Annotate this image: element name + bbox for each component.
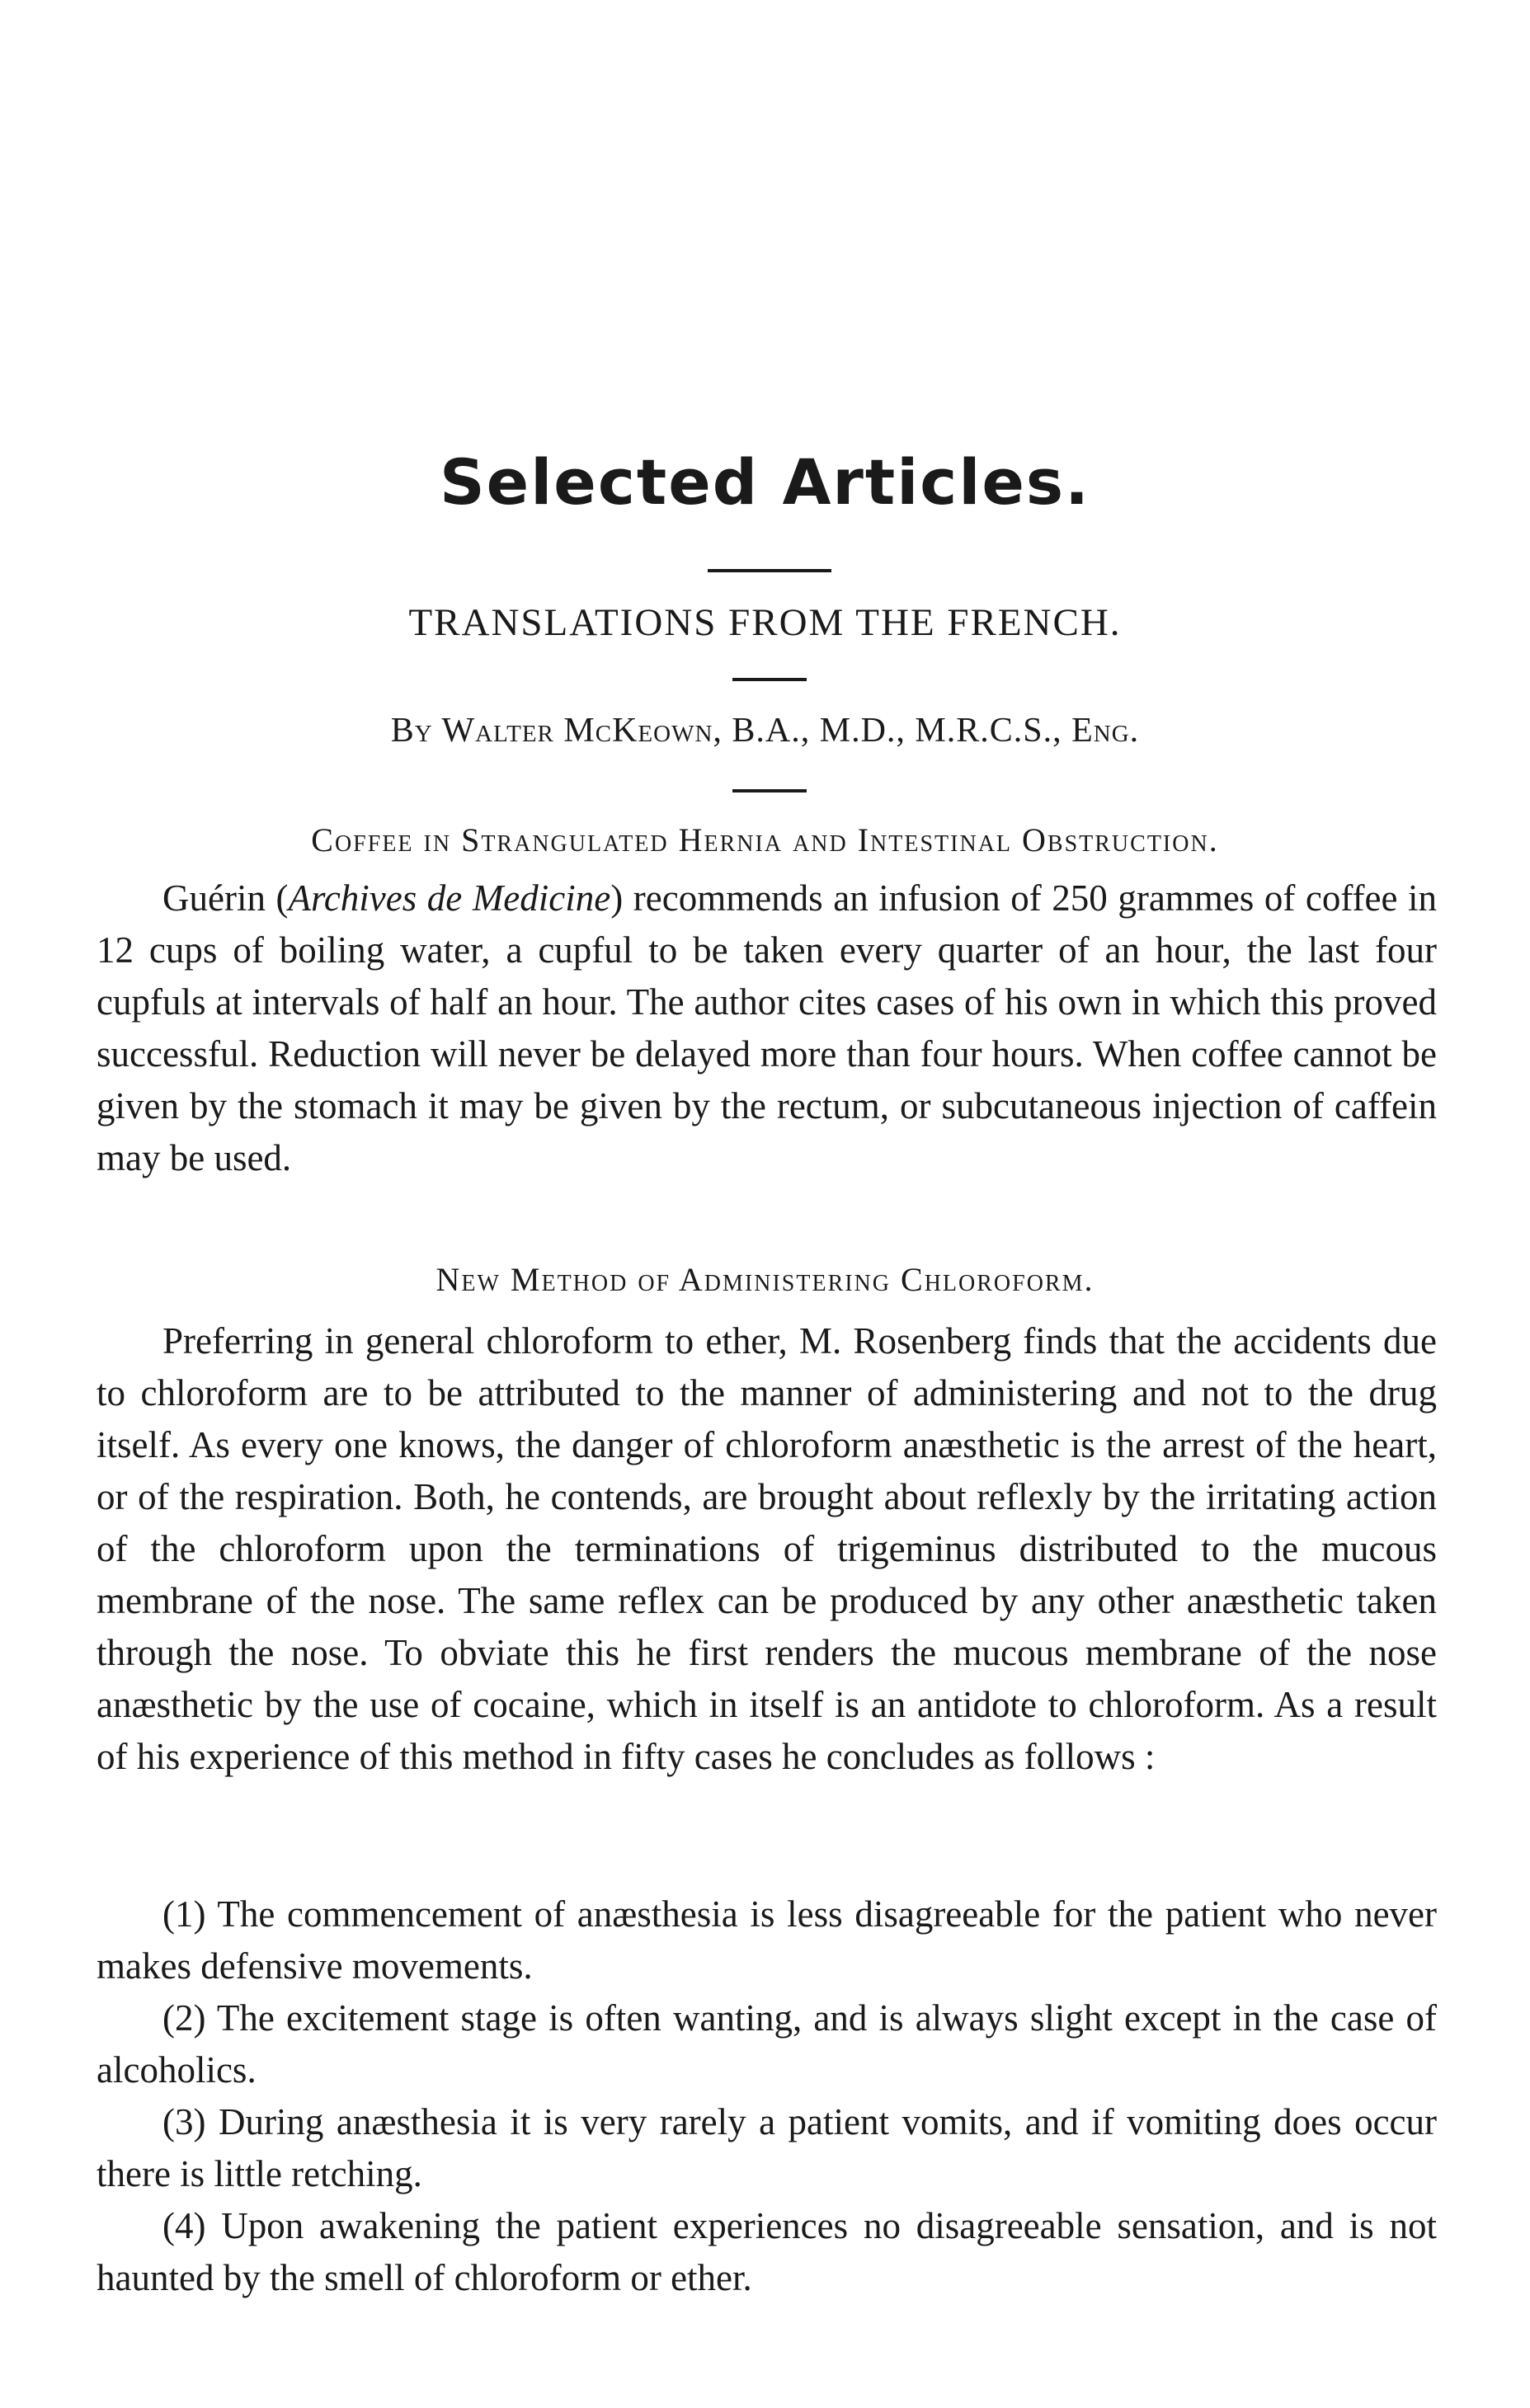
byline-rule — [732, 789, 807, 792]
article-title-coffee: Coffee in Strangulated Hernia and Intestinal Obstruction. — [311, 821, 1219, 858]
article-body-chloroform — [97, 1315, 1437, 1783]
article-title-chloroform: New Method of Administering Chloroform. — [435, 1261, 1095, 1298]
title-rule — [708, 569, 831, 572]
paragraph — [97, 872, 1437, 1184]
subtitle-rule — [732, 678, 807, 681]
body-text: ) recommends an infusion of 250 grammes of coffee in 12 cups of boiling water, a cupful to be taken every quarter of an hour, the last four cupfuls at intervals of half an hour. The author cites cases of his own in which this proved successful. Reduction will never be delayed more than four hours. When coffee cannot be given by the stomach it may be given by the rectum, or subcutaneous injection of caffein may be used. — [97, 877, 1437, 1178]
article-body-coffee — [97, 872, 1437, 1184]
lead-text: Guérin ( — [162, 877, 289, 919]
paragraph: Preferring in general chloroform to ether, M. Rosenberg finds that the accidents due to chloroform are to be attributed to the manner of administering and not to the drug itself. As every one knows, the danger of chloroform anæsthetic is the arrest of the heart, or of the respiration. Both, he contends, are brought about reflexly by the irritating action of the chloroform upon the terminations of trigeminus distributed to the mucous membrane of the nose. The same reflex can be produced by any other anæsthetic taken through the nose. To obviate this he first renders the mucous membrane of the nose anæsthetic by the use of cocaine, which in itself is an antidote to chloroform. As a result of his experience of this method in fifty cases he concludes as follows : — [97, 1320, 1437, 1777]
author-byline: By Walter McKeown, B.A., M.D., M.R.C.S., Eng. — [390, 712, 1140, 750]
conclusion-item: (3) During anæsthesia it is very rarely a patient vomits, and if vomiting does occur there is little retching. — [97, 2101, 1437, 2194]
conclusion-item: (1) The commencement of anæsthesia is less disagreeable for the patient who never makes defensive movements. — [97, 1893, 1437, 1987]
source-citation: Archives de Medicine — [288, 877, 611, 919]
conclusion-item: (4) Upon awakening the patient experiences no disagreeable sensation, and is not haunted by the smell of chloroform or ether. — [97, 2205, 1437, 2298]
section-title: Selected Articles. — [439, 445, 1091, 519]
conclusion-item: (2) The excitement stage is often wanting, and is always slight except in the case of alcoholics. — [97, 1997, 1437, 2091]
series-subtitle: TRANSLATIONS FROM THE FRENCH. — [408, 601, 1122, 644]
conclusions-list — [97, 1888, 1437, 2304]
